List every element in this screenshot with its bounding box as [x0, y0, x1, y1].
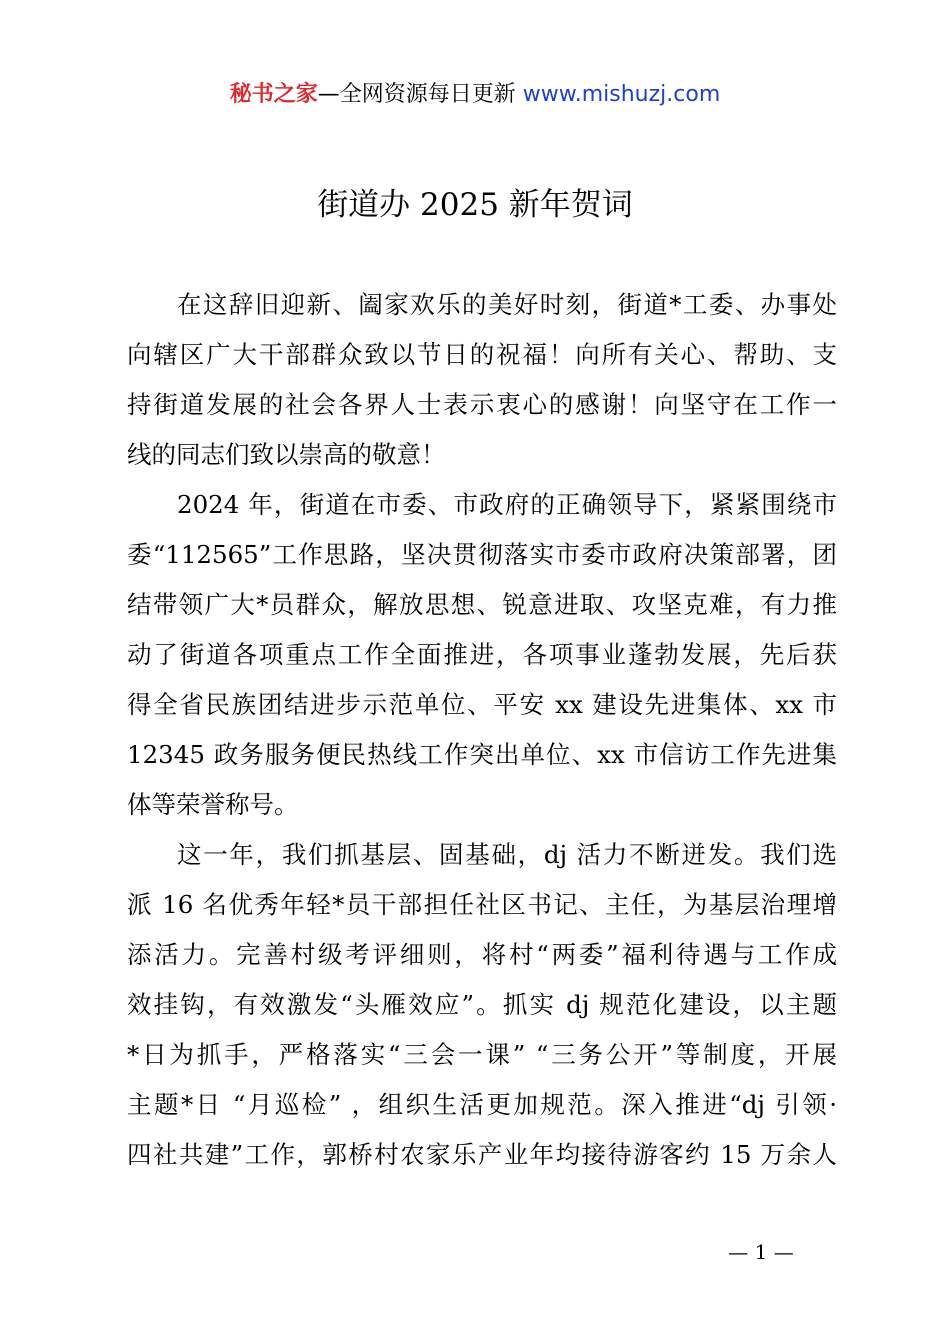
site-url-link[interactable]: www.mishuzj.com — [522, 82, 721, 107]
paragraph-greeting — [127, 282, 837, 482]
paragraph-line: 线的同志们致以崇高的敬意！ — [127, 440, 446, 469]
paragraph-line: 在这辞旧迎新、阖家欢乐的美好时刻，街道*工委、办事处 — [177, 290, 837, 319]
paragraph-line: 添活力。完善村级考评细则，将村“两委”福利待遇与工作成 — [127, 940, 837, 969]
paragraph-line: 持街道发展的社会各界人士表示衷心的感谢！向坚守在工作一 — [127, 390, 837, 419]
paragraph-line: 体等荣誉称号。 — [127, 790, 299, 819]
paragraph-line: 向辖区广大干部群众致以节日的祝福！向所有关心、帮助、支 — [127, 340, 837, 369]
paragraph-review-2024 — [127, 482, 837, 832]
paragraph-line: 效挂钩，有效激发“头雁效应”。抓实 dj 规范化建设，以主题 — [127, 990, 837, 1019]
paragraph-line: *日为抓手，严格落实“三会一课” “三务公开”等制度，开展 — [127, 1040, 837, 1069]
page-number: — 1 — — [728, 1240, 794, 1264]
paragraph-line: 这一年，我们抓基层、固基础，dj 活力不断迸发。我们选 — [177, 840, 837, 869]
paragraph-line: 2024 年，街道在市委、市政府的正确领导下，紧紧围绕市 — [177, 490, 837, 519]
banner-slogan: —全网资源每日更新 — [317, 82, 523, 107]
brand-name: 秘书之家 — [229, 82, 318, 107]
paragraph-line: 派 16 名优秀年轻*员干部担任社区书记、主任，为基层治理增 — [127, 890, 837, 919]
paragraph-grassroots — [127, 832, 837, 1182]
paragraph-line: 委“112565”工作思路，坚决贯彻落实市委市政府决策部署，团 — [127, 540, 837, 569]
paragraph-line: 12345 政务服务便民热线工作突出单位、xx 市信访工作先进集 — [127, 740, 837, 769]
document-body — [127, 282, 837, 1182]
paragraph-line: 得全省民族团结进步示范单位、平安 xx 建设先进集体、xx 市 — [127, 690, 837, 719]
site-banner — [0, 78, 950, 112]
paragraph-line: 结带领广大*员群众，解放思想、锐意进取、攻坚克难，有力推 — [127, 590, 837, 619]
paragraph-line: 四社共建”工作，郭桥村农家乐产业年均接待游客约 15 万余人 — [127, 1140, 837, 1169]
paragraph-line: 主题*日 “月巡检” ，组织生活更加规范。深入推进“dj 引领· — [127, 1090, 837, 1119]
paragraph-line: 动了街道各项重点工作全面推进，各项事业蓬勃发展，先后获 — [127, 640, 837, 669]
document-title: 街道办 2025 新年贺词 — [317, 187, 633, 223]
